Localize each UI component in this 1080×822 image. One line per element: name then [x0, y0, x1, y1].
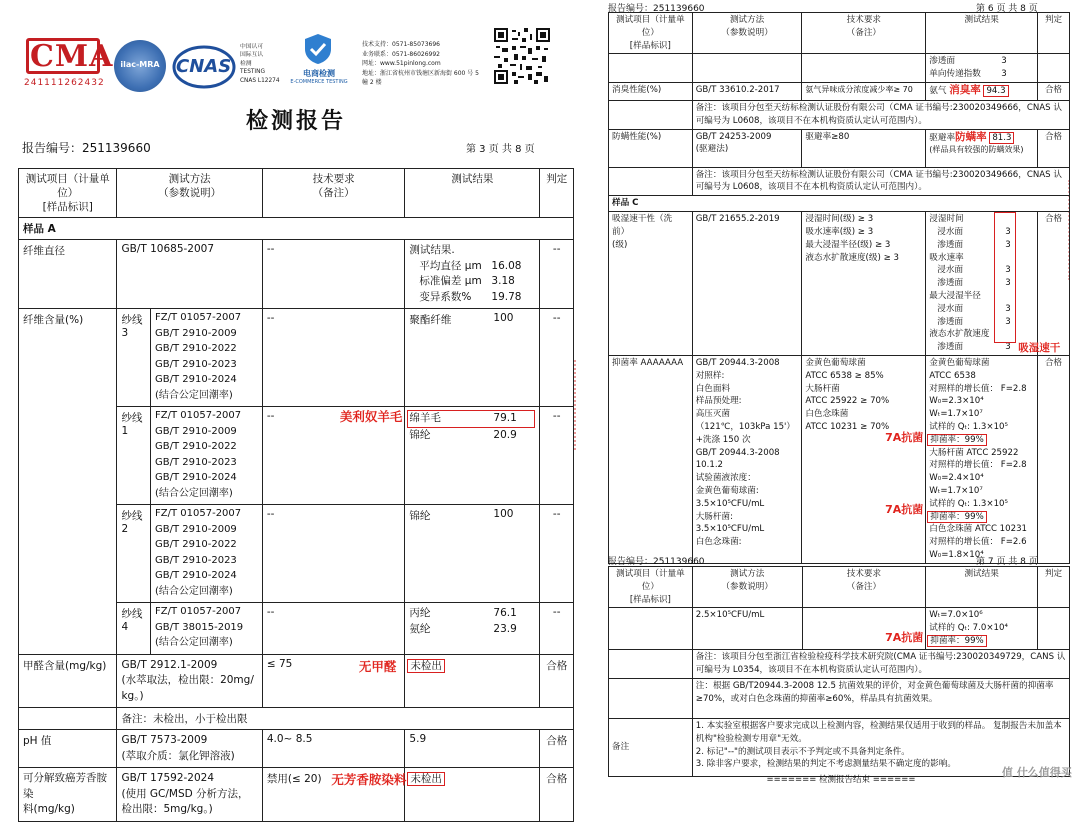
sample-c-label: 样品 C [609, 196, 1070, 212]
page-indicator-p6: 第 6 页 共 8 页 [976, 4, 1038, 14]
cma-text: CMA [30, 39, 114, 74]
mite-method: GB/T 24253-2009 (驱避法) [692, 129, 802, 167]
wicking-req: 浸湿时间(级) ≥ 3 吸水速率(级) ≥ 3 最大浸湿半径(级) ≥ 3 液态水扩散速度(级) ≥ 3 [802, 212, 926, 356]
merino-wool-annotation: 美利奴羊毛 [339, 409, 403, 424]
page7-table [608, 566, 1070, 777]
yarn-2-result: 锦纶 100 [405, 505, 540, 603]
p7-header-item: 测试项目（计量单位） [样品标识] [609, 567, 693, 608]
wicking-item: 吸湿速干性（洗前） (级) [609, 212, 693, 356]
report-number-p6: 报告编号：251139660 [608, 4, 705, 14]
header-result: 测试结果 [405, 169, 540, 218]
formaldehyde-result: 未检出 [405, 654, 540, 708]
formaldehyde-judge: 合格 [540, 654, 574, 708]
mite-note: 备注：该项目分包至天纺标检测认证股份有限公司（CMA 证书编号:230020349666，CNAS 认可编号为 L0608，该项目不在本机构资质认定认可范围内）。 [692, 167, 1069, 196]
amine-req: 禁用(≤ 20) 无芳香胺染料 [262, 768, 405, 822]
wicking-result: 浸湿时间 浸水面 3 渗透面 3 吸水速率 浸水面 3 渗透面 3 最大浸湿半径 浸水面 3 渗透面 3 液态水扩散速度 渗透面 3 吸湿速干 [926, 212, 1038, 356]
yarn-3-judge: -- [540, 309, 574, 407]
left-results-table [18, 168, 574, 822]
yarn-4-req: -- [262, 603, 405, 655]
report-title: 检测报告 [245, 108, 346, 134]
wicking-annotation: 吸湿速干 [1018, 342, 1061, 355]
shield-check-icon [302, 32, 334, 66]
no-formaldehyde-annotation: 无甲醛 [358, 658, 397, 674]
formaldehyde-req: ≤ 75 无甲醛 [262, 654, 405, 708]
p6-header-result: 测试结果 [926, 13, 1038, 54]
yarn-2-methods: FZ/T 01057-2007 GB/T 2910-2009 GB/T 2910-2022 GB/T 2910-2023 GB/T 2910-2024 (结合公定回潮率) [151, 505, 263, 603]
contact-block: 技术支持：0571-85073696 业务联系：0571-86026992 网址：www.51pinlong.com 地址：浙江省杭州市钱塘区新海街 600 号 5 幢 2 楼 [362, 41, 479, 86]
formaldehyde-method: GB/T 2912.1-2009 (水萃取法，检出限：20mg/ kg。) [117, 654, 262, 708]
antibac-judge: 合格 [1038, 355, 1070, 563]
p6-header-item: 测试项目（计量单位） [样品标识] [609, 13, 693, 54]
wicking-method: GB/T 21655.2-2019 [692, 212, 802, 356]
header-item: 测试项目（计量单位） [样品标识] [19, 169, 117, 218]
ecommerce-testing-logo [288, 32, 350, 90]
yarn-1-judge: -- [540, 407, 574, 505]
cnas-side-text: 中国认可 国际互认 检测 TESTING CNAS L12274 [240, 44, 280, 84]
page6-table [608, 12, 1070, 564]
cma-number: 241111262432 [24, 78, 105, 88]
mite-req: 驱避率≥80 [802, 129, 926, 167]
amine-item: 可分解致癌芳香胺染 料(mg/kg) [19, 768, 117, 822]
p6-header-method: 测试方法 （参数说明） [692, 13, 802, 54]
antibac-result: 金黄色葡萄球菌 ATCC 6538 对照样的增长值： F=2.8 W₀=2.3×10⁴ Wₜ=1.7×10⁷ 试样的 Qₜ: 1.3×10⁵ 抑菌率：99% 大肠杆菌 ATCC 25922 对照样的增长值： F=2.8 W₀=2.4×10⁴ Wₜ=1.7×10⁷ 试样的 Qₜ: 1.3×10⁵ 抑菌率：99% 白色念珠菌 ATCC 10231 对照样的增长值： F=2.6 W₀=1.8×10⁴ [926, 355, 1038, 563]
yarn-4-methods: FZ/T 01057-2007 GB/T 38015-2019 (结合公定回潮率) [151, 603, 263, 655]
deodor-method: GB/T 33610.2-2017 [692, 82, 802, 100]
p7-note-1: 备注：该项目分包至浙江省检验检疫科学技术研究院(CMA 证书编号:230020349729，CANS 认可编号为 L0354，该项目不在本机构资质认定认可范围内）。 [692, 650, 1069, 679]
fiber-diameter-req: -- [262, 240, 405, 309]
yarn-3-methods: FZ/T 01057-2007 GB/T 2910-2009 GB/T 2910-2022 GB/T 2910-2023 GB/T 2910-2024 (结合公定回潮率) [151, 309, 263, 407]
p7-cont-results: Wₜ=7.0×10⁶ 试样的 Qₜ: 7.0×10⁴ 抑菌率：99% [926, 608, 1038, 650]
deodor-req: 氨气异味成分浓度减少率≥ 70 [802, 82, 926, 100]
mite-judge: 合格 [1038, 129, 1070, 167]
mite-result: 驱避率防螨率 81.3 (样品具有较强的防螨效果) [926, 129, 1038, 167]
report-number: 报告编号：251139660 [22, 141, 151, 155]
no-amine-annotation: 无芳香胺染料 [331, 772, 407, 787]
yarn-2-judge: -- [540, 505, 574, 603]
page-indicator-p7: 第 7 页 共 8 页 [976, 557, 1038, 567]
report-end-marker: ======= 检测报告结束 ====== [766, 775, 916, 785]
yarn-1-req: -- 美利奴羊毛 [262, 407, 405, 505]
report-page-7 [602, 552, 1080, 790]
p7-header-judge: 判定 [1038, 567, 1070, 608]
formaldehyde-note: 备注：未检出，小于检出限 [117, 708, 574, 730]
header-judge: 判定 [540, 169, 574, 218]
p7-note-2: 注：根据 GB/T20944.3-2008 12.5 抗菌效果的评价，对金黄色葡萄球菌及大肠杆菌的抑菌率≥70%，或对白色念珠菌的抑菌率≥60%，样品具有抗菌效果。 [692, 678, 1069, 718]
cnas-logo [172, 44, 236, 90]
mite-annotation: 防螨率 [955, 130, 987, 143]
fiber-diameter-method: GB/T 10685-2007 [117, 240, 262, 309]
cnas-text: CNAS [176, 56, 232, 77]
cma-logo [22, 36, 114, 94]
ilac-text: ilac-MRA [120, 60, 160, 69]
p7-header-req: 技术要求 （备注） [802, 567, 926, 608]
p7-cont-method: 2.5×10⁵CFU/mL [692, 608, 802, 650]
wicking-judge: 合格 [1038, 212, 1070, 356]
qr-code [494, 28, 550, 84]
p7-cont-req [802, 608, 926, 650]
fiber-diameter-judge: -- [540, 240, 574, 309]
yarn-2-req: -- [262, 505, 405, 603]
report-number-p7: 报告编号：251139660 [608, 557, 705, 567]
yarn-4-label: 纱线 4 [117, 603, 151, 655]
deodor-item: 消臭性能(%) [609, 82, 693, 100]
amine-result: 未检出 [405, 768, 540, 822]
yarn-3-result: 聚酯纤维 100 [405, 309, 540, 407]
remark-label: 备注 [609, 718, 693, 776]
antibac-method: GB/T 20944.3-2008 对照样: 白色面料 样品预处理: 高压灭菌 （121℃，103kPa 15'） +洗涤 150 次 GB/T 20944.3-2008 10.1.2 试验菌液浓度： 金黄色葡萄球菌: 3.5×10⁵CFU/mL 大肠杆菌: 3.5×10⁵CFU/mL 白色念珠菌: [692, 355, 802, 563]
ecommerce-en: E-COMMERCE TESTING [290, 79, 348, 85]
yarn-3-req: -- [262, 309, 405, 407]
remarks-block: 1. 本实验室根据客户要求完成以上检测内容，检测结果仅适用于收到的样品。 复制报告未加盖本机构"检验检测专用章"无效。 2. 标记"--"的测试项目表示不予判定或不具备判定条件。 3. 除非客户要求，检测结果的判定不考虑测量结果不确定度的影响。 [692, 718, 1069, 776]
ph-judge: 合格 [540, 730, 574, 768]
deodor-judge: 合格 [1038, 82, 1070, 100]
ph-result: 5.9 [405, 730, 540, 768]
page-indicator: 第 3 页 共 8 页 [466, 144, 535, 155]
yarn-1-result: 绵羊毛 79.1 锦纶 20.9 [405, 407, 540, 505]
yarn-4-judge: -- [540, 603, 574, 655]
p7-header-method: 测试方法 （参数说明） [692, 567, 802, 608]
antibac-req: 金黄色葡萄球菌 ATCC 6538 ≥ 85% 大肠杆菌 ATCC 25922 ≥ 70% 白色念珠菌 ATCC 10231 ≥ 70% 7A抗菌 7A抗菌 [802, 355, 926, 563]
ilac-mra-logo [114, 40, 166, 92]
antibac-annotation-2: 7A抗菌 [885, 502, 924, 516]
sample-a-label: 样品 A [19, 218, 574, 240]
antibac-item: 抑菌率 AAAAAAA [609, 355, 693, 563]
seal-edge-mark [574, 360, 584, 450]
p6-header-req: 技术要求 （备注） [802, 13, 926, 54]
ecommerce-cn: 电商检测 [303, 69, 335, 78]
fiber-diameter-result: 测试结果. 平均直径 μm 16.08 标准偏差 μm 3.18 变异系数% 19.78 [405, 240, 540, 309]
deodor-result: 氨气 消臭率 94.3 [926, 82, 1038, 100]
yarn-4-result: 丙纶 76.1 氨纶 23.9 [405, 603, 540, 655]
amine-judge: 合格 [540, 768, 574, 822]
report-page-6 [602, 0, 1080, 560]
header-method: 测试方法 （参数说明） [117, 169, 262, 218]
header-requirement: 技术要求 （备注） [262, 169, 405, 218]
ph-req: 4.0~ 8.5 [262, 730, 405, 768]
yarn-1-methods: FZ/T 01057-2007 GB/T 2910-2009 GB/T 2910-2022 GB/T 2910-2023 GB/T 2910-2024 (结合公定回潮率) [151, 407, 263, 505]
fiber-diameter-item: 纤维直径 [19, 240, 117, 309]
formaldehyde-item: 甲醛含量(mg/kg) [19, 654, 117, 708]
p6-header-judge: 判定 [1038, 13, 1070, 54]
yarn-1-label: 纱线 1 [117, 407, 151, 505]
p6-top-results: 渗透面 3 单向传递指数 3 [926, 54, 1038, 83]
amine-method: GB/T 17592-2024 (使用 GC/MSD 分析方法， 检出限：5mg/kg。) [117, 768, 262, 822]
deodor-note: 备注：该项目分包至天纺标检测认证股份有限公司（CMA 证书编号:230020349666，CNAS 认可编号为 L0608，该项目不在本机构资质认定认可范围内）。 [692, 100, 1069, 129]
watermark-text: 值 什么值得买 [1002, 766, 1072, 779]
antibac-annotation-1: 7A抗菌 [885, 430, 924, 444]
yarn-2-label: 纱线 2 [117, 505, 151, 603]
mite-item: 防螨性能(%) [609, 129, 693, 167]
p7-header-result: 测试结果 [926, 567, 1038, 608]
ph-item: pH 值 [19, 730, 117, 768]
deodor-annotation: 消臭率 [949, 83, 981, 96]
p7-antibac-annotation: 7A抗菌 [885, 631, 924, 645]
yarn-3-label: 纱线 3 [117, 309, 151, 407]
fiber-content-item: 纤维含量(%) [19, 309, 117, 655]
ph-method: GB/T 7573-2009 (萃取介质：氯化钾溶液) [117, 730, 262, 768]
